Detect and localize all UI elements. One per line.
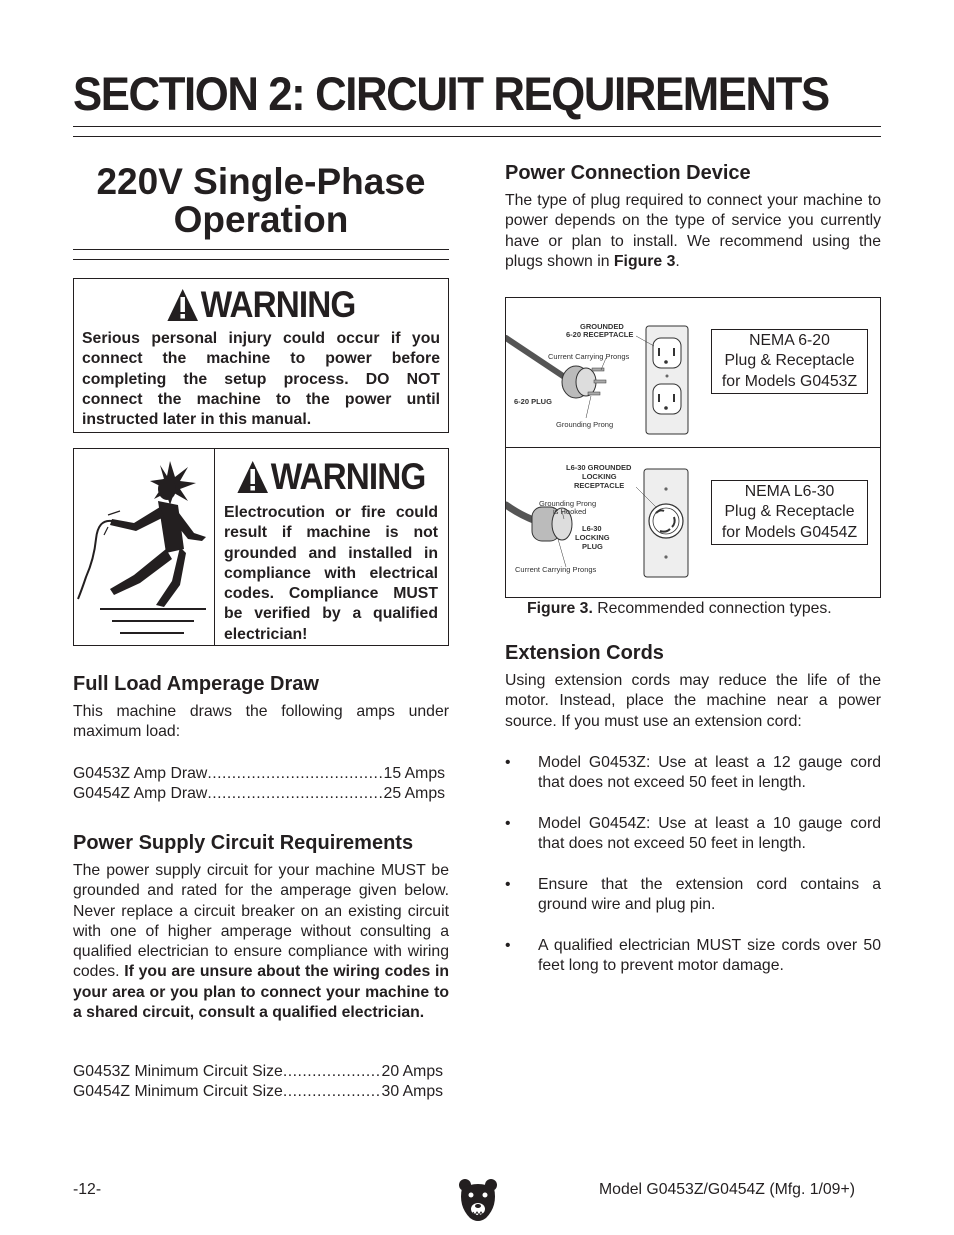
bullet-item: [505, 875, 881, 916]
power-connection-heading: Power Connection Device: [505, 162, 751, 184]
extension-cords-text: Using extension cords may reduce the life of the motor. Instead, place the machine near a power source. If you must use an extension cord:: [505, 672, 881, 730]
label-l6-30-grounded: L6-30 GROUNDED: [566, 463, 632, 472]
extension-cords-heading: Extension Cords: [505, 642, 664, 664]
amp-draw-row: [73, 784, 445, 804]
label-current-prongs: Current Carrying Prongs: [548, 352, 630, 361]
leader-dots: [283, 1082, 382, 1102]
nema-line: Plug & Receptacle: [724, 503, 855, 521]
full-load-heading: Full Load Amperage Draw: [73, 673, 319, 695]
label-6-20-plug: 6-20 PLUG: [514, 397, 552, 406]
circuit-size-list: [73, 1062, 443, 1103]
warning-text-electrocution: Electrocution or fire could result if machine is not grounded and installed in compliance with electrical codes. Compliance MUST be verified by a qualified electrician!: [224, 504, 438, 643]
warning-triangle-icon: [237, 460, 269, 494]
title-rule-top: [73, 126, 881, 127]
full-load-intro: This machine draws the following amps under maximum load:: [73, 703, 449, 741]
label-grounding-prong: Grounding Prong: [539, 499, 597, 508]
bullet-item: [505, 814, 881, 855]
bullet-item: [505, 936, 881, 977]
bear-logo-icon: [458, 1178, 498, 1224]
warning-title-text: WARNING: [270, 456, 426, 497]
leader-dots: [207, 784, 383, 804]
label-l6-30: L6-30: [582, 524, 602, 533]
amp-draw-label: G0454Z Amp Draw: [73, 785, 208, 803]
warning-box-setup: [73, 278, 449, 433]
warning-title: [93, 285, 430, 325]
bullet-dot: •: [505, 937, 511, 954]
amp-draw-value: 15 Amps: [383, 765, 445, 782]
leader-dots: [207, 764, 383, 784]
circuit-size-label: G0453Z Minimum Circuit Size: [73, 1063, 283, 1080]
label-grounded: GROUNDED: [580, 322, 624, 331]
bear-logo: [458, 1178, 498, 1224]
figure-caption-label: Figure 3.: [527, 600, 593, 617]
bullet-text: Model G0454Z: Use at least a 10 gauge cord that does not exceed 50 feet in length.: [538, 815, 881, 853]
amp-draw-list: [73, 764, 445, 805]
power-connection-text-body: The type of plug required to connect your machine to power depends on the type of service you currently have or plan to install. We recommend using the plugs shown in: [505, 192, 881, 270]
nema-line: NEMA L6-30: [744, 483, 835, 500]
label-is-hooked: is Hooked: [553, 507, 587, 516]
warning-triangle-icon: [167, 288, 199, 322]
warning-text-setup: Serious personal injury could occur if you connect the machine to power before completing the setup process. DO NOT connect the machine to the power until instructed later in this manual.: [82, 330, 440, 429]
title-rule-bottom: [73, 136, 881, 137]
leader-dots: [283, 1062, 382, 1082]
figure-panel-l6-30: [506, 449, 880, 597]
bullet-dot: •: [505, 876, 511, 893]
power-supply-text: [73, 861, 449, 1023]
nema-line: NEMA 6-20: [749, 332, 830, 349]
label-current-prongs: Current Carrying Prongs: [515, 565, 597, 574]
label-locking: LOCKING: [582, 472, 617, 481]
amp-draw-label: G0453Z Amp Draw: [73, 765, 208, 782]
figure-3-caption: [527, 600, 832, 618]
nema-line: Plug & Receptacle: [724, 352, 855, 370]
figure-caption-text: Recommended connection types.: [597, 600, 832, 617]
warning-box-electrocution: [73, 448, 449, 646]
label-locking: LOCKING: [575, 533, 610, 542]
power-connection-text-end: .: [675, 252, 680, 270]
warning-content-electrocution: [215, 449, 448, 645]
electrocution-icon: [74, 449, 214, 645]
figure-panel-6-20: [506, 298, 880, 448]
bullet-dot: •: [505, 754, 511, 771]
bullet-text: Ensure that the extension cord contains a ground wire and plug pin.: [538, 876, 881, 914]
power-connection-text: [505, 191, 881, 272]
nema-line: for Models G0454Z: [721, 523, 858, 541]
label-plug: PLUG: [582, 542, 603, 551]
operation-heading: [73, 163, 449, 239]
section-title: SECTION 2: CIRCUIT REQUIREMENTS: [73, 67, 829, 120]
amp-draw-row: [73, 764, 445, 784]
circuit-size-row: [73, 1082, 443, 1102]
label-receptacle: RECEPTACLE: [574, 481, 625, 490]
bullet-text: Model G0453Z: Use at least a 12 gauge cord that does not exceed 50 feet in length.: [538, 754, 881, 792]
heading-rule-bottom: [73, 259, 449, 260]
circuit-size-value: 30 Amps: [381, 1083, 443, 1101]
nema-6-20-label: [711, 329, 868, 394]
warning-title-text: WARNING: [200, 284, 356, 325]
operation-heading-line1: 220V Single-Phase: [96, 161, 426, 202]
amp-draw-value: 25 Amps: [383, 785, 445, 803]
circuit-size-row: [73, 1062, 443, 1082]
electrocution-illustration: [74, 449, 215, 645]
bullet-text: A qualified electrician MUST size cords over 50 feet long to prevent motor damage.: [538, 937, 881, 975]
bullet-item: [505, 753, 881, 794]
model-footer: Model G0453Z/G0454Z (Mfg. 1/09+): [599, 1181, 855, 1198]
power-supply-text-normal: The power supply circuit for your machine MUST be grounded and rated for the amperage given below. Never replace a circuit breaker on an existing circuit with one of higher amperage without consulting a qualified electrician to ensure compliance with wiring codes.: [73, 862, 449, 981]
nema-l6-30-label: [711, 480, 868, 545]
figure-3-box: [505, 297, 881, 598]
nema-line: for Models G0453Z: [721, 372, 858, 390]
circuit-size-value: 20 Amps: [381, 1063, 443, 1080]
page-number: -12-: [73, 1181, 102, 1198]
label-grounding-prong: Grounding Prong: [556, 420, 614, 429]
power-supply-text-bold: If you are unsure about the wiring codes in your area or you plan to connect your machine to a shared circuit, consult a qualified electrician.: [73, 963, 450, 1022]
bullet-dot: •: [505, 815, 511, 832]
warning-title: [235, 457, 428, 497]
heading-rule-top: [73, 249, 449, 250]
power-supply-heading: Power Supply Circuit Requirements: [73, 832, 414, 854]
figure-reference: Figure 3: [613, 252, 676, 270]
operation-heading-line2: Operation: [173, 199, 349, 240]
label-6-20-receptacle: 6-20 RECEPTACLE: [566, 330, 634, 339]
circuit-size-label: G0454Z Minimum Circuit Size: [73, 1083, 283, 1101]
